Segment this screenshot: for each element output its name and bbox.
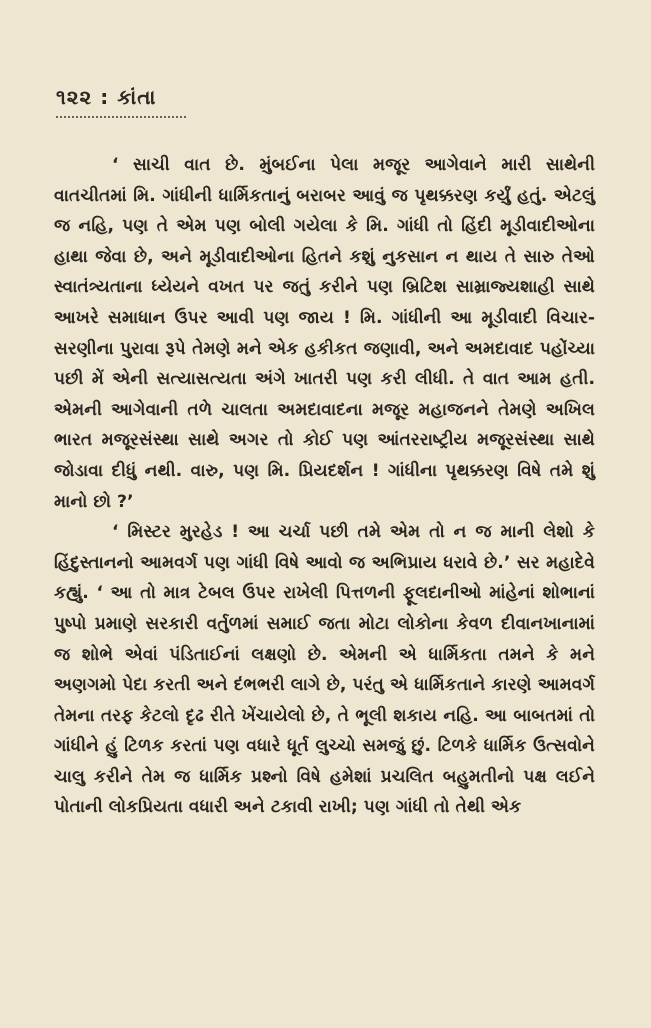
header-underline <box>56 116 186 118</box>
header-separator: : <box>100 85 110 109</box>
body-text <box>54 150 595 823</box>
book-title: કાંતા <box>117 85 157 109</box>
running-head <box>56 84 595 110</box>
paragraph-2: ‘ મિસ્ટર મુરહેડ ! આ ચર્ચા પછી તમે એમ તો ન જ માની લેશો કે હિંદુસ્તાનનો આમવર્ગ પણ ગાંધી વિષે આવો જ અભિપ્રાય ધરાવે છે.’ સર મહાદેવે કહ્યું. ‘ આ તો માત્ર ટેબલ ઉપર રાખેલી પિત્તળની ફૂલદાનીઓ માંહેનાં શોભાનાં પુષ્પો પ્રમાણે સરકારી વર્તુળમાં સમાઈ જતા મોટા લોકોના કેવળ દીવાનખાનામાં જ શોભે એવાં પંડિતાઈનાં લક્ષણો છે. એમની એ ધાર્મિકતા તમને કે મને અણગમો પેદા કરતી અને દંભભરી લાગે છે, પરંતુ એ ધાર્મિકતાને કારણે આમવર્ગ તેમના તરફ કેટલો દૃઢ રીતે ખેંચાયેલો છે, તે ભૂલી શકાય નહિ. આ બાબતમાં તો ગાંધીને હું ટિળક કરતાં પણ વધારે ધૂર્ત લુચ્ચો સમજું છું. ટિળકે ધાર્મિક ઉત્સવોને ચાલુ કરીને તેમ જ ધાર્મિક પ્રશ્નો વિષે હમેશાં પ્રચલિત બહુમતીનો પક્ષ લઈને પોતાની લોકપ્રિયતા વધારી અને ટકાવી રાખી; પણ ગાંધી તો તેથી એક <box>54 522 595 818</box>
page-number: ૧૨૨ <box>56 85 93 109</box>
paragraph-1: ‘ સાચી વાત છે. મુંબઈના પેલા મજૂર આગેવાને મારી સાથેની વાતચીતમાં મિ. ગાંધીની ધાર્મિકતાનું બરાબર આવું જ પૃથક્કરણ કર્યું હતું. એટલું જ નહિ, પણ તે એમ પણ બોલી ગયેલા કે મિ. ગાંધી તો હિંદી મૂડીવાદીઓના હાથા જેવા છે, અને મૂડીવાદીઓના હિતને કશું નુકસાન ન થાય તે સારુ તેઓ સ્વાતંત્ર્યતાના ધ્યેયને વખત પર જતું કરીને પણ બ્રિટિશ સામ્રાજ્યશાહી સાથે આખરે સમાધાન ઉપર આવી પણ જાય ! મિ. ગાંધીની આ મૂડીવાદી વિચાર-સરણીના પુરાવા રૂપે તેમણે મને એક હકીકત જણાવી, અને અમદાવાદ પહોંચ્યા પછી મેં એની સત્યાસત્યતા અંગે ખાતરી પણ કરી લીધી. તે વાત આમ હતી. એમની આગેવાની તળે ચાલતા અમદાવાદના મજૂર મહાજનને તેમણે અખિલ ભારત મજૂરસંસ્થા સાથે અગર તો કોઈ પણ આંતરરાષ્ટ્રીય મજૂરસંસ્થા સાથે જોડાવા દીધું નથી. વારુ, પણ મિ. પ્રિયદર્શન ! ગાંધીના પૃથક્કરણ વિષે તમે શું માનો છો ?’ <box>54 155 595 512</box>
